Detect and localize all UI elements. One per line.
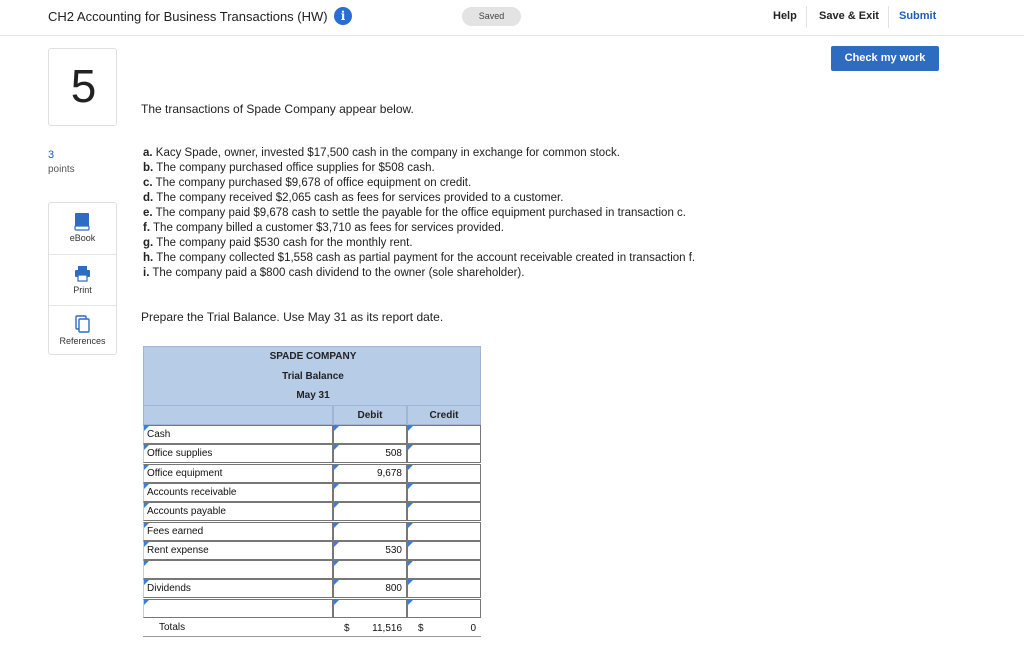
transaction-item: a. Kacy Spade, owner, invested $17,500 cash in the company in exchange for common stock. <box>143 147 620 159</box>
dropdown-marker-icon <box>408 600 413 605</box>
save-exit-link[interactable]: Save & Exit <box>819 10 879 22</box>
points-label: points <box>48 164 75 175</box>
document-icon <box>74 315 91 334</box>
references-button[interactable] <box>49 305 116 355</box>
transaction-item: b. The company purchased office supplies for $508 cash. <box>143 162 435 174</box>
dropdown-marker-icon <box>334 426 339 431</box>
debit-amount: 530 <box>385 544 402 556</box>
company-name: SPADE COMPANY <box>269 351 357 362</box>
account-name: Office equipment <box>147 467 223 479</box>
account-name: Office supplies <box>147 448 213 460</box>
tools-panel <box>48 202 117 355</box>
dropdown-marker-icon <box>408 580 413 585</box>
totals-row <box>143 618 481 637</box>
assignment-title: CH2 Accounting for Business Transactions (HW) <box>48 9 328 24</box>
credit-input[interactable] <box>407 579 481 598</box>
dropdown-marker-icon <box>334 445 339 450</box>
credit-input[interactable] <box>407 425 481 444</box>
dropdown-marker-icon <box>408 542 413 547</box>
divider <box>888 6 889 28</box>
credit-input[interactable] <box>407 444 481 463</box>
table-row <box>143 444 481 463</box>
dropdown-marker-icon <box>334 561 339 566</box>
submit-link[interactable]: Submit <box>899 10 937 22</box>
account-input[interactable] <box>143 541 333 560</box>
credit-input[interactable] <box>407 483 481 502</box>
dropdown-marker-icon <box>334 542 339 547</box>
account-input[interactable] <box>143 522 333 541</box>
question-number-box <box>48 48 117 126</box>
transaction-list <box>143 146 695 281</box>
references-label: References <box>59 336 106 346</box>
help-link[interactable]: Help <box>773 10 797 22</box>
account-name: Fees earned <box>147 525 204 537</box>
transaction-item: f. The company billed a customer $3,710 as fees for services provided. <box>143 222 504 234</box>
currency-symbol: $ <box>344 623 350 634</box>
trial-balance-table <box>143 346 481 637</box>
debit-column-header: Debit <box>333 406 407 425</box>
dropdown-marker-icon <box>408 561 413 566</box>
table-row <box>143 599 481 618</box>
account-name: Accounts payable <box>147 506 226 518</box>
credit-input[interactable] <box>407 464 481 483</box>
debit-input[interactable] <box>333 522 407 541</box>
transaction-item: g. The company paid $530 cash for the monthly rent. <box>143 237 413 249</box>
dropdown-marker-icon <box>408 445 413 450</box>
account-input[interactable] <box>143 464 333 483</box>
account-input[interactable] <box>143 483 333 502</box>
dropdown-marker-icon <box>408 426 413 431</box>
table-row <box>143 541 481 560</box>
account-input[interactable] <box>143 502 333 521</box>
dropdown-marker-icon <box>334 580 339 585</box>
debit-input[interactable] <box>333 560 407 579</box>
table-row <box>143 522 481 541</box>
debit-amount: 508 <box>385 448 402 460</box>
dropdown-marker-icon <box>334 484 339 489</box>
info-icon[interactable]: i <box>334 7 352 25</box>
dropdown-marker-icon <box>408 465 413 470</box>
debit-input[interactable] <box>333 425 407 444</box>
table-row <box>143 464 481 483</box>
dropdown-marker-icon <box>144 600 149 605</box>
credit-input[interactable] <box>407 599 481 618</box>
transaction-item: e. The company paid $9,678 cash to settle the payable for the office equipment purchased in transaction c. <box>143 207 686 219</box>
dropdown-marker-icon <box>334 523 339 528</box>
account-input[interactable] <box>143 560 333 579</box>
print-button[interactable] <box>49 254 116 304</box>
debit-input[interactable] <box>333 444 407 463</box>
debit-input[interactable] <box>333 483 407 502</box>
table-row <box>143 560 481 579</box>
total-credit-cell <box>407 618 481 637</box>
statement-date: May 31 <box>296 390 330 401</box>
debit-amount: 800 <box>385 583 402 595</box>
currency-symbol: $ <box>418 623 424 634</box>
totals-label: Totals <box>159 622 186 633</box>
account-name: Accounts receivable <box>147 486 237 498</box>
dropdown-marker-icon <box>334 503 339 508</box>
debit-amount: 9,678 <box>376 467 402 479</box>
debit-input[interactable] <box>333 541 407 560</box>
dropdown-marker-icon <box>144 561 149 566</box>
print-label: Print <box>73 285 92 295</box>
book-icon <box>74 212 91 231</box>
credit-input[interactable] <box>407 522 481 541</box>
divider <box>806 6 807 28</box>
debit-input[interactable] <box>333 464 407 483</box>
printer-icon <box>74 265 91 282</box>
dropdown-marker-icon <box>334 465 339 470</box>
credit-input[interactable] <box>407 560 481 579</box>
question-number: 5 <box>70 60 97 112</box>
total-debit: 11,516 <box>372 623 402 634</box>
account-column-header <box>143 406 333 425</box>
ebook-button[interactable] <box>49 203 116 253</box>
credit-column-header: Credit <box>407 406 481 425</box>
transaction-item: d. The company received $2,065 cash as fees for services provided to a customer. <box>143 192 564 204</box>
account-name: Cash <box>147 429 171 440</box>
transaction-item: i. The company paid a $800 cash dividend to the owner (sole shareholder). <box>143 267 525 279</box>
table-row <box>143 483 481 502</box>
dropdown-marker-icon <box>408 523 413 528</box>
account-input[interactable] <box>143 599 333 618</box>
top-bar <box>0 0 1024 36</box>
dropdown-marker-icon <box>408 484 413 489</box>
question-prompt: Prepare the Trial Balance. Use May 31 as its report date. <box>141 310 444 324</box>
transaction-item: h. The company collected $1,558 cash as partial payment for the account receivable created in transaction f. <box>143 252 696 264</box>
saved-status-badge: Saved <box>462 7 521 26</box>
table-row <box>143 502 481 521</box>
points-value: 3 <box>48 149 55 161</box>
table-row <box>143 425 481 444</box>
account-name: Dividends <box>147 583 191 595</box>
dropdown-marker-icon <box>408 503 413 508</box>
account-input[interactable] <box>143 444 333 463</box>
account-name: Rent expense <box>147 544 209 556</box>
question-intro: The transactions of Spade Company appear below. <box>141 102 414 116</box>
credit-input[interactable] <box>407 541 481 560</box>
credit-input[interactable] <box>407 502 481 521</box>
debit-input[interactable] <box>333 579 407 598</box>
statement-title: Trial Balance <box>282 371 344 382</box>
trial-balance-header <box>143 346 481 406</box>
check-my-work-button[interactable]: Check my work <box>831 46 939 71</box>
account-input[interactable] <box>143 425 333 444</box>
dropdown-marker-icon <box>334 600 339 605</box>
table-row <box>143 579 481 598</box>
total-debit-cell <box>333 618 407 637</box>
debit-input[interactable] <box>333 502 407 521</box>
account-input[interactable] <box>143 579 333 598</box>
ebook-label: eBook <box>69 233 96 243</box>
total-credit: 0 <box>470 623 476 634</box>
transaction-item: c. The company purchased $9,678 of office equipment on credit. <box>143 177 472 189</box>
debit-input[interactable] <box>333 599 407 618</box>
